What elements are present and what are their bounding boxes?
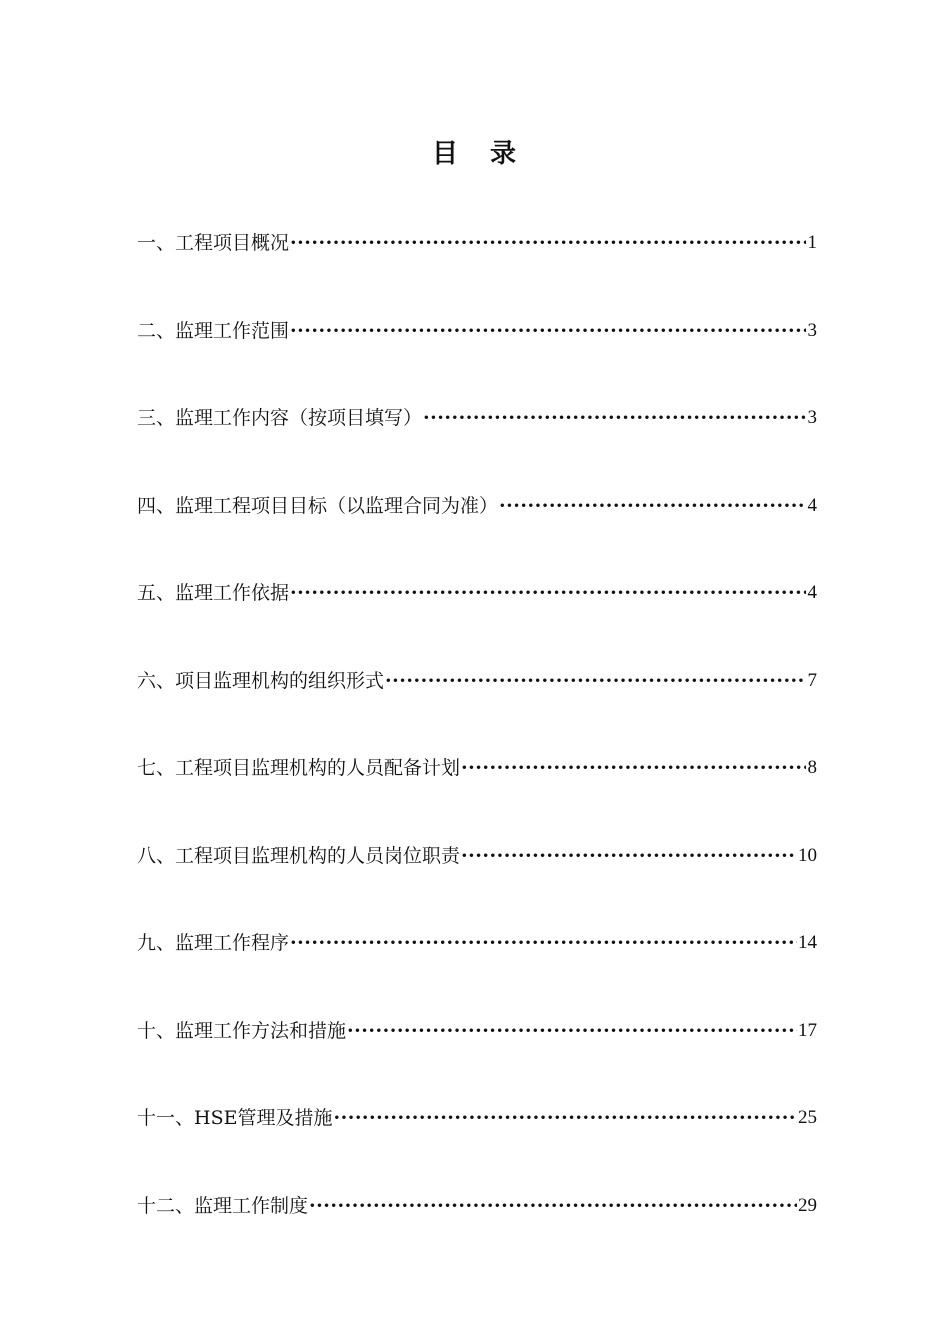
- toc-entry-page: 17: [798, 1019, 817, 1041]
- toc-list: [137, 220, 817, 1270]
- toc-entry-label: 六、项目监理机构的组织形式: [137, 669, 385, 692]
- toc-entry-label: 十一、HSE管理及措施: [137, 1107, 333, 1129]
- toc-entry-label: 九、监理工作程序: [137, 932, 290, 954]
- dot-leader: [333, 1095, 797, 1141]
- toc-entry[interactable]: [137, 658, 817, 746]
- toc-entry[interactable]: [137, 745, 817, 833]
- dot-leader: [290, 920, 797, 966]
- toc-entry-page: 7: [807, 669, 817, 691]
- toc-entry[interactable]: [137, 220, 817, 308]
- toc-entry[interactable]: [137, 1095, 817, 1183]
- dot-leader: [461, 833, 797, 879]
- toc-entry-page: 4: [807, 582, 817, 603]
- toc-entry[interactable]: [137, 1008, 817, 1096]
- dot-leader: [461, 745, 806, 791]
- toc-entry-page: 29: [798, 1194, 817, 1216]
- toc-entry-page: 3: [807, 319, 817, 341]
- toc-entry-label: 七、工程项目监理机构的人员配备计划: [137, 757, 461, 779]
- toc-entry-page: 3: [807, 407, 817, 428]
- toc-entry[interactable]: [137, 395, 817, 483]
- toc-entry-label: 五、监理工作依据: [137, 582, 290, 604]
- dot-leader: [290, 308, 806, 354]
- toc-title: [0, 130, 950, 178]
- toc-entry-label: 十、监理工作方法和措施: [137, 1019, 347, 1042]
- toc-entry[interactable]: [137, 570, 817, 658]
- dot-leader: [290, 220, 806, 266]
- toc-entry-page: 25: [798, 1107, 817, 1128]
- toc-entry-label: 八、工程项目监理机构的人员岗位职责: [137, 844, 461, 867]
- dot-leader: [499, 483, 806, 529]
- toc-entry-label: 三、监理工作内容（按项目填写）: [137, 407, 423, 429]
- dot-leader: [290, 570, 806, 616]
- toc-entry[interactable]: [137, 833, 817, 921]
- toc-entry-page: 4: [807, 494, 817, 516]
- dot-leader: [309, 1183, 797, 1229]
- dot-leader: [385, 658, 806, 704]
- toc-entry[interactable]: [137, 483, 817, 571]
- toc-entry[interactable]: [137, 308, 817, 396]
- toc-entry[interactable]: [137, 920, 817, 1008]
- toc-title-char-1: 目: [431, 139, 460, 169]
- toc-entry[interactable]: [137, 1183, 817, 1271]
- toc-entry-label: 十二、监理工作制度: [137, 1194, 309, 1217]
- dot-leader: [347, 1008, 797, 1054]
- dot-leader: [423, 395, 806, 441]
- toc-entry-label: 四、监理工程项目目标（以监理合同为准）: [137, 494, 499, 517]
- toc-entry-page: 1: [807, 232, 817, 253]
- toc-entry-page: 14: [798, 932, 817, 953]
- toc-entry-label: 一、工程项目概况: [137, 232, 290, 254]
- toc-entry-page: 10: [798, 844, 817, 866]
- toc-entry-label: 二、监理工作范围: [137, 319, 290, 342]
- toc-title-char-2: 录: [490, 139, 519, 169]
- toc-entry-page: 8: [807, 757, 817, 778]
